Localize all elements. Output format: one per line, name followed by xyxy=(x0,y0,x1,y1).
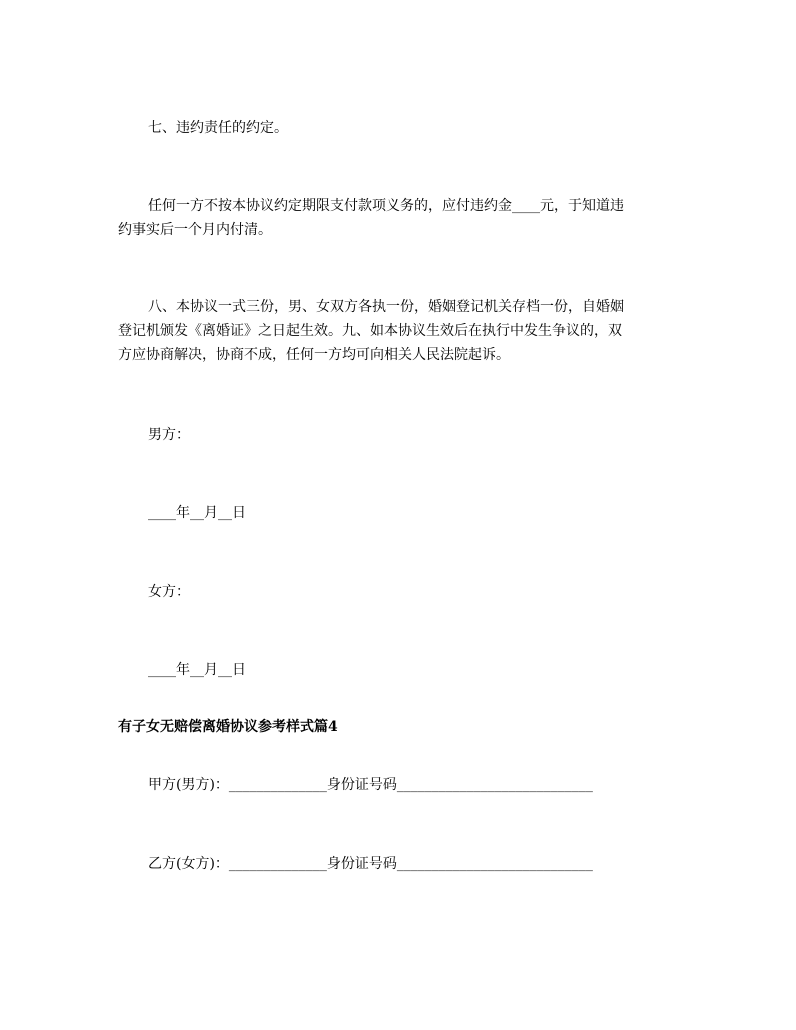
female-signature-label: 女方： xyxy=(148,584,190,600)
party-b-line: 乙方(女方)：______________身份证号码____________________________ xyxy=(148,856,593,872)
section8-line3: 方应协商解决，协商不成，任何一方均可向相关人民法院起诉。 xyxy=(118,347,510,363)
section7-title: 七、违约责任的约定。 xyxy=(148,120,288,136)
party-a-line: 甲方(男方)：______________身份证号码____________________________ xyxy=(148,777,593,793)
section7-body-line2: 约事实后一个月内付清。 xyxy=(118,222,272,238)
male-signature-label: 男方： xyxy=(148,427,190,443)
section8-line1: 八、本协议一式三份，男、女双方各执一份，婚姻登记机关存档一份，自婚姻 xyxy=(148,299,624,315)
male-date-line: ____年__月__日 xyxy=(148,505,246,521)
section7-body-line1: 任何一方不按本协议约定期限支付款项义务的，应付违约金____元，于知道违 xyxy=(148,198,624,214)
female-date-line: ____年__月__日 xyxy=(148,662,246,678)
section8-line2: 登记机颁发《离婚证》之日起生效。九、如本协议生效后在执行中发生争议的，双 xyxy=(118,323,622,339)
section-heading: 有子女无赔偿离婚协议参考样式篇4 xyxy=(118,719,338,735)
